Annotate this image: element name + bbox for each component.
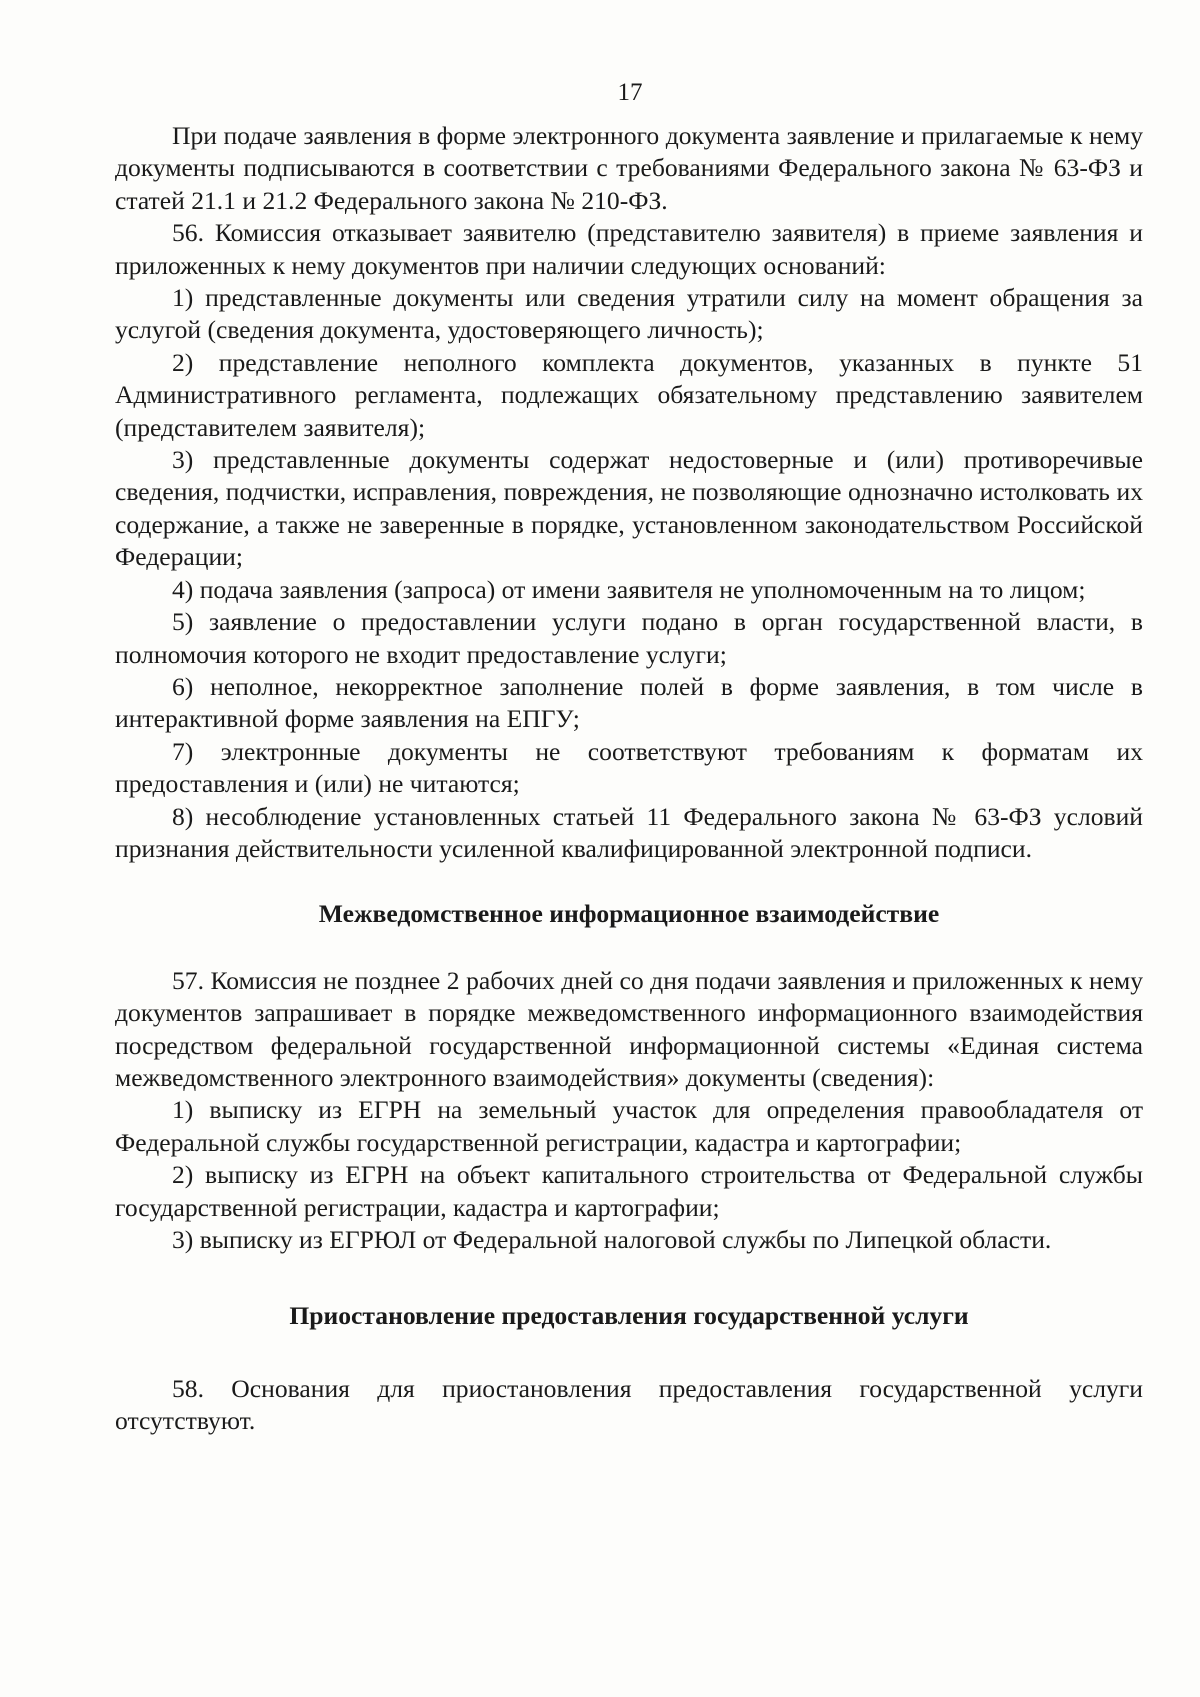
- list-item: 8) несоблюдение установленных статьей 11 Федерального закона № 63-ФЗ условий признания действительности усиленной квалифицированной электронной подписи.: [115, 801, 1143, 863]
- list-item: 3) представленные документы содержат недостоверные и (или) противоречивые сведения, подчистки, исправления, повреждения, не позволяющие однозначно истолковать их содержание, а также не заверенные в порядке, установленном законодательством Российской Федерации;: [115, 445, 1143, 572]
- page-content: [115, 120, 1143, 1438]
- list-item: 4) подача заявления (запроса) от имени заявителя не уполномоченным на то лицом;: [172, 574, 1086, 604]
- paragraph-electronic-submission: При подаче заявления в форме электронного документа заявление и прилагаемые к нему документы подписываются в соответствии с требованиями Федерального закона № 63-ФЗ и статей 21.1 и 21.2 Федерального закона № 210-ФЗ.: [115, 121, 1143, 215]
- list-item: 2) выписку из ЕГРН на объект капитального строительства от Федеральной службы государственной регистрации, кадастра и картографии;: [115, 1160, 1143, 1222]
- section-heading-suspension: Приостановление предоставления государственной услуги: [289, 1301, 969, 1331]
- section-heading-interagency: Межведомственное информационное взаимодействие: [318, 899, 940, 929]
- list-item: 7) электронные документы не соответствуют требованиям к форматам их предоставления и (или) не читаются;: [115, 736, 1143, 799]
- list-item: 1) выписку из ЕГРН на земельный участок для определения правообладателя от Федеральной службы государственной регистрации, кадастра и картографии;: [115, 1095, 1143, 1157]
- page-number: 17: [617, 79, 643, 106]
- paragraph-56: 56. Комиссия отказывает заявителю (представителю заявителя) в приеме заявления и приложенных к нему документов при наличии следующих оснований:: [115, 218, 1143, 280]
- list-item: 5) заявление о предоставлении услуги подано в орган государственной власти, в полномочия которого не входит предоставление услуги;: [115, 607, 1143, 669]
- paragraph-58: 58. Основания для приостановления предоставления государственной услуги отсутствуют.: [115, 1373, 1143, 1436]
- paragraph-57: 57. Комиссия не позднее 2 рабочих дней со дня подачи заявления и приложенных к нему документов запрашивает в порядке межведомственного информационного взаимодействия посредством федеральной государственной информационной системы «Единая система межведомственного электронного взаимодействия» документы (сведения):: [115, 965, 1143, 1092]
- list-item: 1) представленные документы или сведения утратили силу на момент обращения за услугой (сведения документа, удостоверяющего личность);: [115, 283, 1143, 345]
- list-item: 3) выписку из ЕГРЮЛ от Федеральной налоговой службы по Липецкой области.: [172, 1225, 1052, 1254]
- list-item: 2) представление неполного комплекта документов, указанных в пункте 51 Административного регламента, подлежащих обязательному представлению заявителем (представителем заявителя);: [115, 347, 1143, 442]
- list-item: 6) неполное, некорректное заполнение полей в форме заявления, в том числе в интерактивной форме заявления на ЕПГУ;: [115, 671, 1143, 734]
